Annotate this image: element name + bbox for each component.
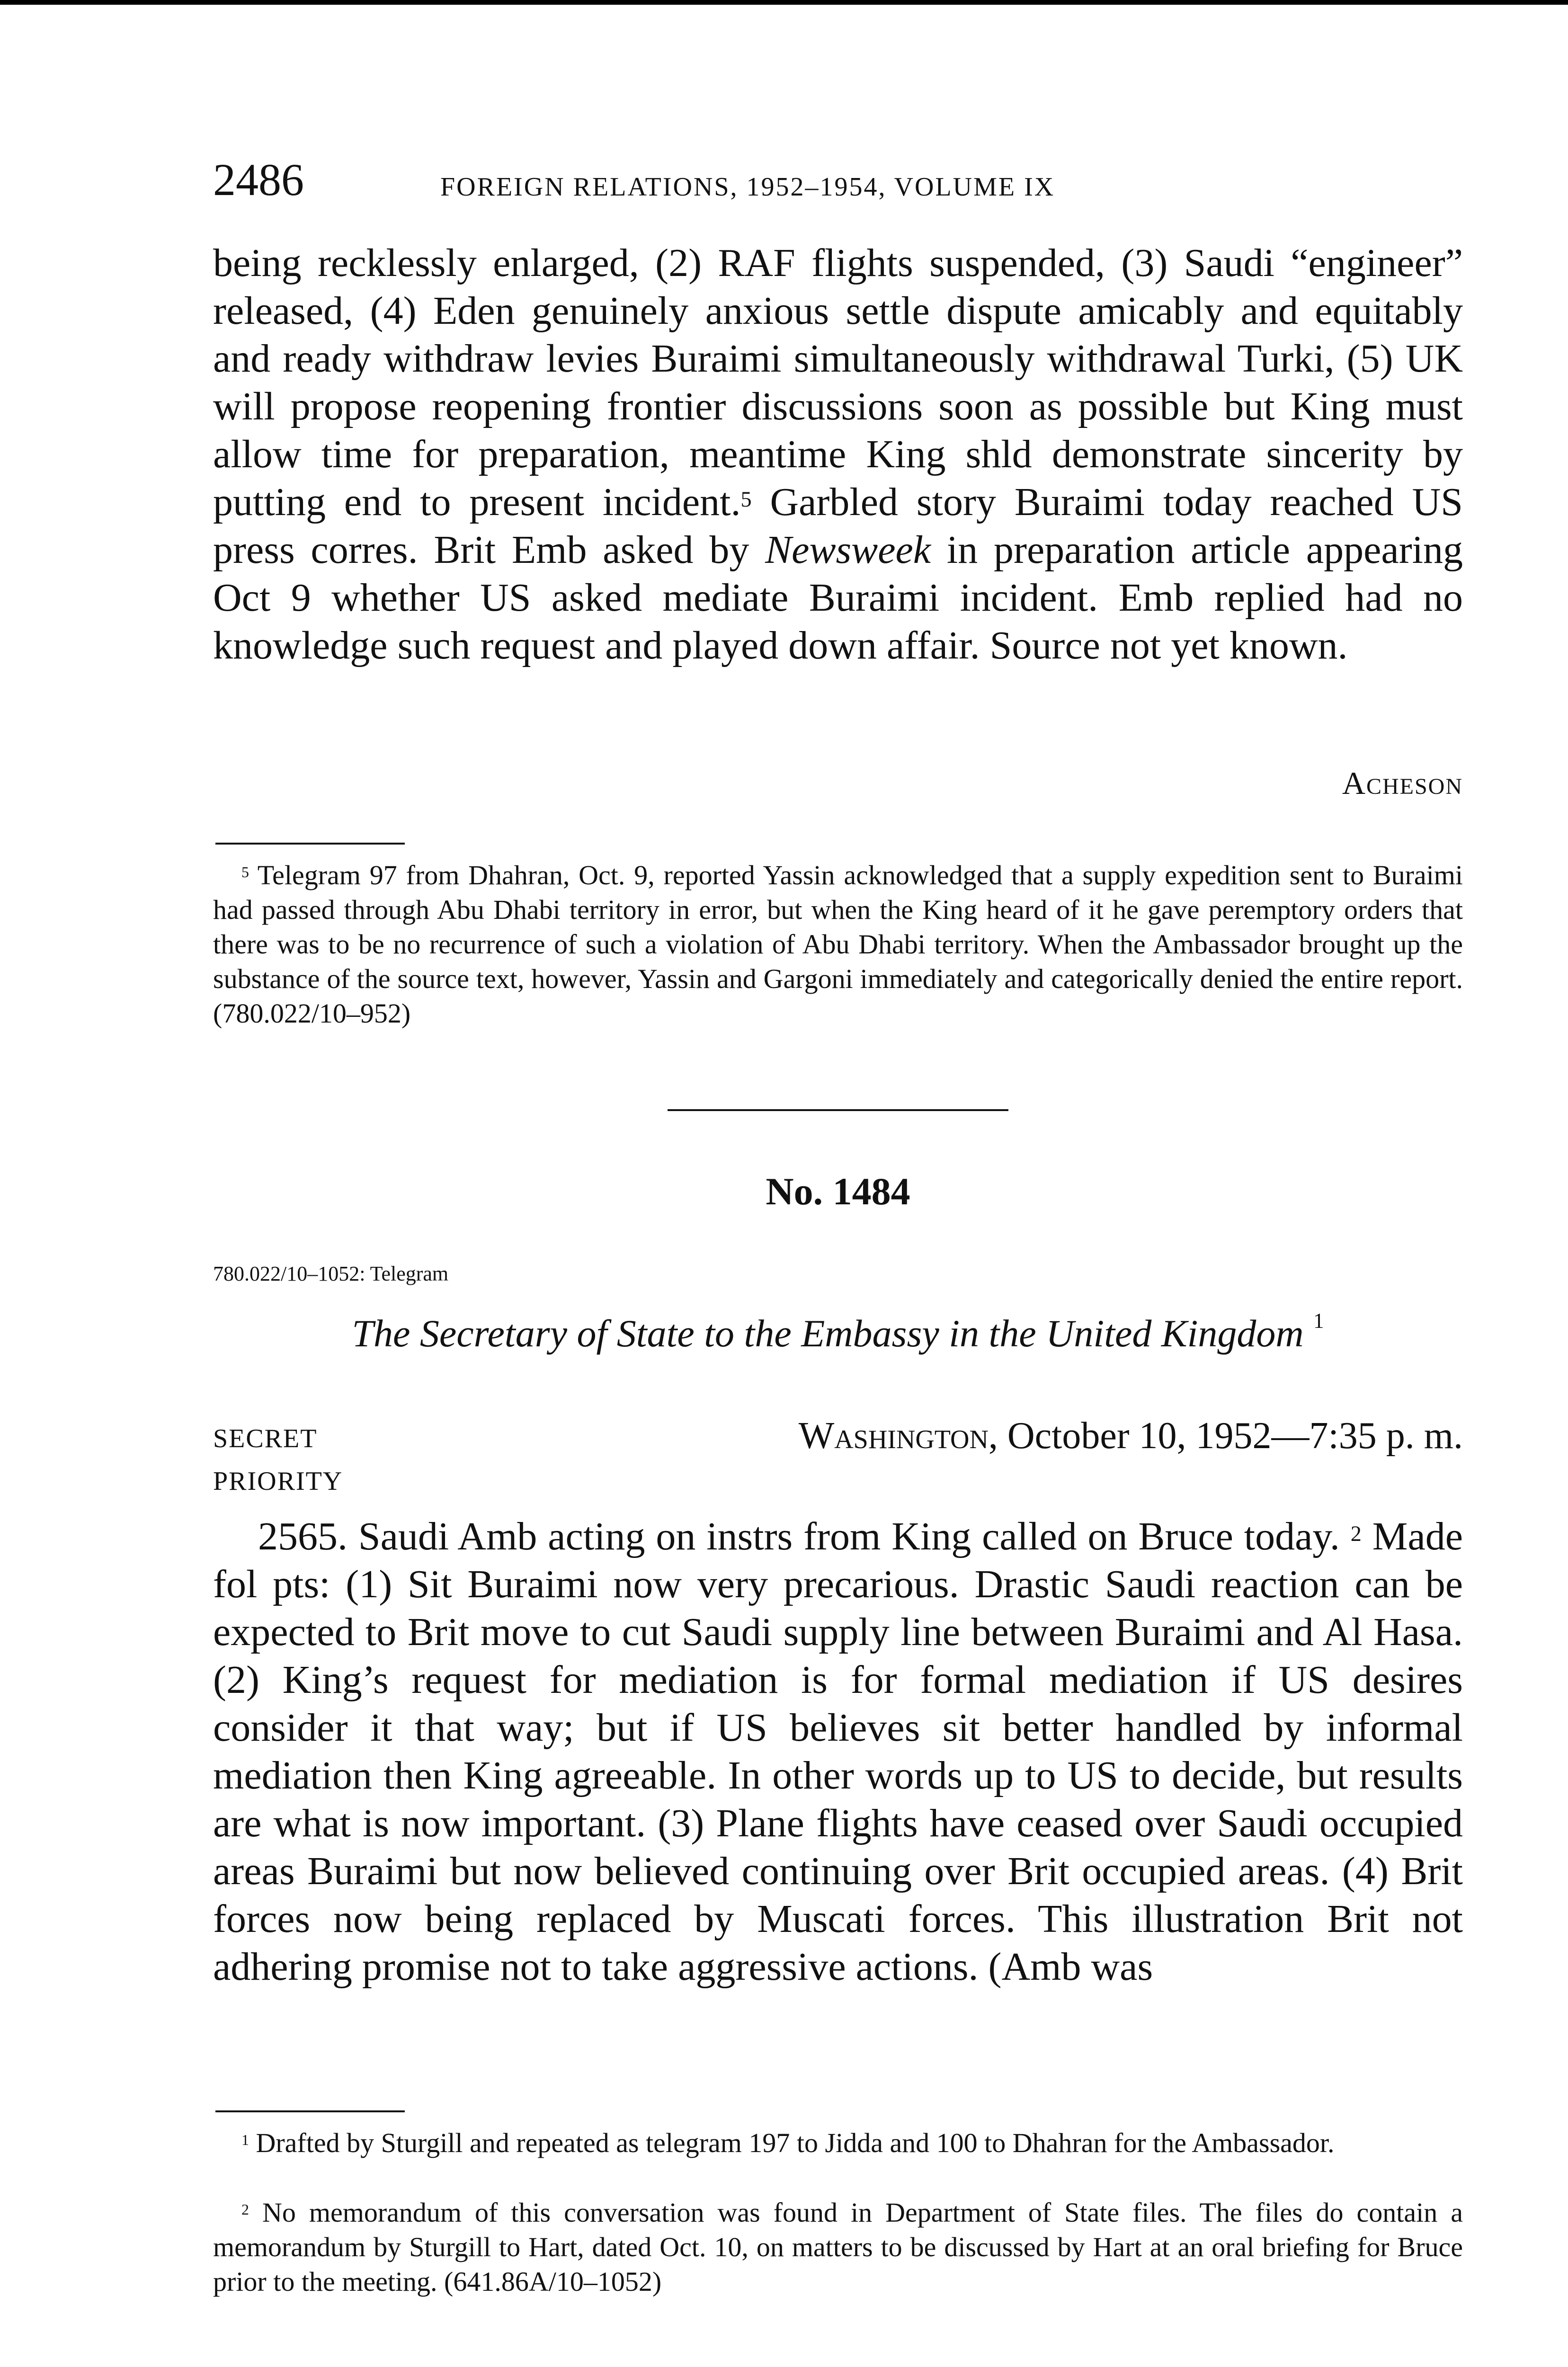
continuation-text-end: in preparation article appearing Oct 9 whether US asked mediate Buraimi incident. Emb replied had no knowledge such request and played down affair. Source not yet known. [213,528,1463,667]
footnote-1 [213,2126,1463,2160]
continuation-text: being recklessly enlarged, (2) RAF flights suspended, (3) Saudi “engineer” released, (4) Eden genuinely anxious settle dispute amicably and equitably and ready withdraw levies Buraimi simultaneously withdrawal Turki, (5) UK will propose reopening frontier discussions soon as possible but King must allow time for preparation, meantime King shld demonstrate sincerity by putting end to present incident. [213,241,1463,524]
top-border [0,0,1568,5]
footnote-marker: 1 [241,2132,249,2148]
footnote-marker: 2 [241,2201,249,2218]
footnote-ref-5[interactable]: 5 [740,487,752,511]
telegram-text: Made fol pts: (1) Sit Buraimi now very precarious. Drastic Saudi reaction can be expected to Brit move to cut Saudi supply line between Buraimi and Al Hasa. (2) King’s request for mediation is for formal mediation if US desires consider it that way; but if US believes sit better handled by informal mediation then King agreeable. In other words up to US to decide, but results are what is now important. (3) Plane flights have ceased over Saudi occupied areas Buraimi but now believed continuing over Brit occupied areas. (4) Brit forces now being replaced by Muscati forces. This illustration Brit not adhering promise not to take aggressive actions. (Amb was [213,1514,1463,1989]
dateline [686,1415,1463,1458]
precedence: PRIORITY [213,1467,343,1496]
footnote-marker: 5 [241,864,249,881]
classification: SECRET [213,1424,318,1453]
footnote-text: Telegram 97 from Dhahran, Oct. 9, reported Yassin acknowledged that a supply expedition sent to Buraimi had passed through Abu Dhabi territory in error, but when the King heard of it he gave peremptory orders that there was to be no recurrence of such a violation of Abu Dhabi territory. When the Ambassador brought up the substance of the source text, however, Yassin and Gargoni immediately and categorically denied the entire report. (780.022/10–952) [213,860,1463,1029]
document-title-text: The Secretary of State to the Embassy in the United Kingdom [352,1312,1304,1355]
file-reference: 780.022/10–1052: Telegram [213,1262,449,1285]
footnote-ref-1[interactable]: 1 [1313,1309,1324,1333]
date-time: , October 10, 1952—7:35 p. m. [988,1415,1463,1457]
document-title [213,1311,1463,1356]
footnote-text: Drafted by Sturgill and repeated as telegram 197 to Jidda and 100 to Dhahran for the Ambassador. [256,2127,1335,2158]
footnote-2 [213,2195,1463,2299]
footnote-5 [213,858,1463,1031]
footnote-rule [215,843,405,845]
publication-name: Newsweek [765,528,931,572]
telegram-body [213,1513,1463,1991]
continuation-text-middle: Garbled story Buraimi today reached US press corres. Brit Emb asked by [213,480,1463,572]
signature: Acheson [1342,765,1463,801]
document-number: No. 1484 [766,1170,910,1213]
continuation-paragraph [213,239,1463,669]
running-header [213,156,1463,213]
footnote-text: No memorandum of this conversation was found in Department of State files. The files do contain a memorandum by Sturgill to Hart, dated Oct. 10, on matters to be discussed by Hart at an oral briefing for Bruce prior to the meeting. (641.86A/10–1052) [213,2197,1463,2297]
section-divider [668,1109,1008,1111]
page-number: 2486 [213,154,304,205]
telegram-text-start: 2565. Saudi Amb acting on instrs from King called on Bruce today. [258,1514,1340,1558]
running-title: FOREIGN RELATIONS, 1952–1954, VOLUME IX [440,172,1055,202]
place-name: Washington [798,1415,989,1457]
footnote-ref-2[interactable]: 2 [1350,1522,1362,1546]
footnote-rule [215,2110,405,2112]
